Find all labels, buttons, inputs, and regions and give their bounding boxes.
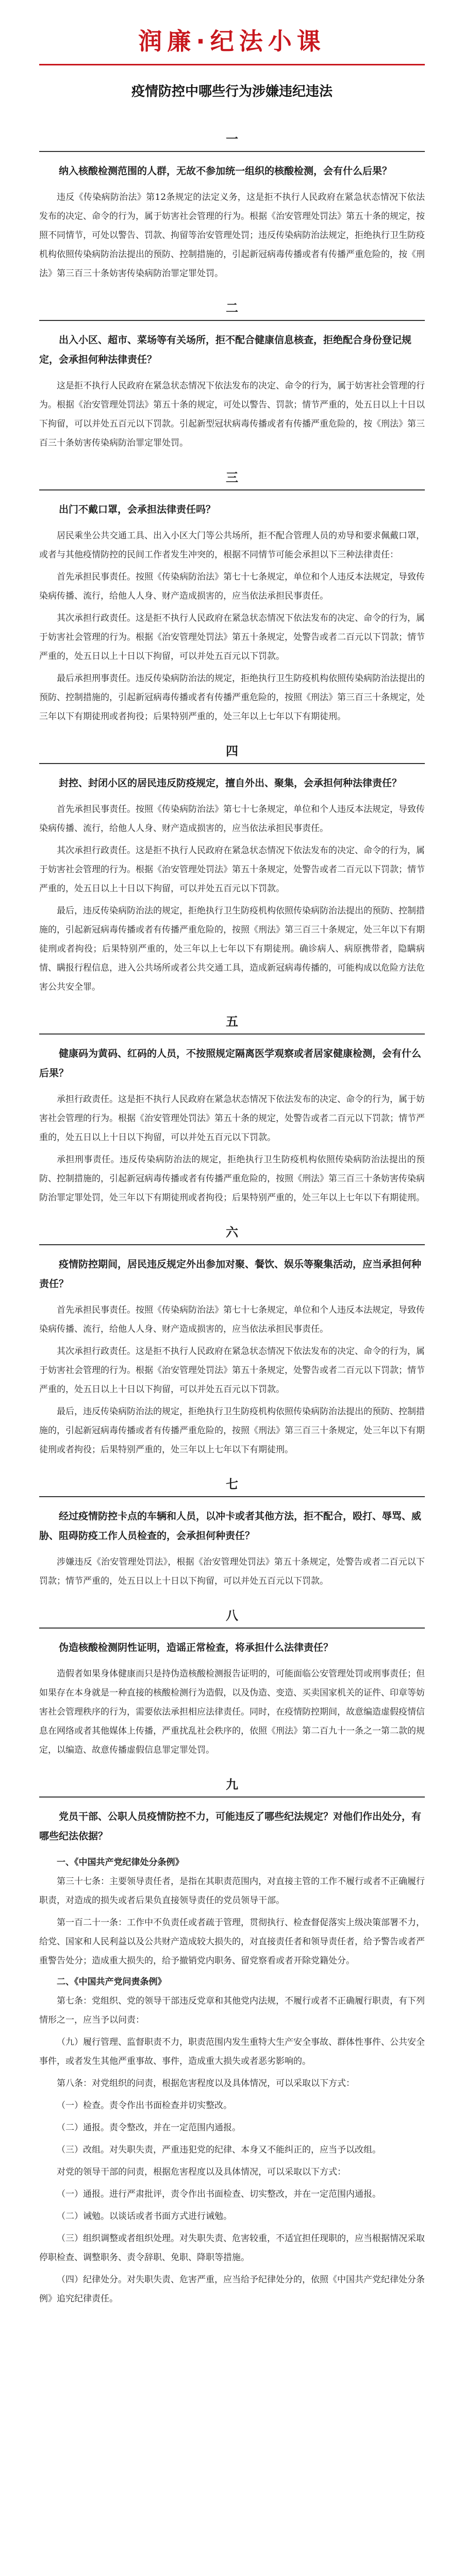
- section-divider: [39, 489, 425, 490]
- answer-paragraph: 其次承担行政责任。这是拒不执行人民政府在紧急状态情况下依法发布的决定、命令的行为，属于妨害社会管理的行为。根据《治安管理处罚法》第五十条规定，处警告或者二百元以下罚款；情节严重的，处五日以上十日以下拘留，可以并处五百元以下罚款。: [39, 613, 425, 662]
- answer-paragraph: （九）履行管理、监督职责不力，职责范围内发生重特大生产安全事故、群体性事件、公共安全事件，或者发生其他严重事故、事件，造成重大损失或者恶劣影响的。: [39, 2037, 425, 2066]
- answer-paragraph: （一）检查。责令作出书面检查并切实整改。: [57, 2100, 232, 2111]
- answer-paragraph: 涉嫌违反《治安管理处罚法》，根据《治安管理处罚法》第五十条规定，处警告或者二百元以下罚款；情节严重的，处五日以上十日以下拘留，可以并处五百元以下罚款。: [39, 1557, 425, 1586]
- answer-paragraph: 居民乘坐公共交通工具、出入小区大门等公共场所，拒不配合管理人员的劝导和要求佩戴口罩，或者与其他疫情防控的民间工作者发生冲突的，根据不同情节可能会承担以下三种法律责任：: [39, 531, 425, 560]
- section-number: 四: [226, 744, 238, 758]
- section-number: 六: [226, 1225, 238, 1240]
- section-divider: [39, 151, 425, 152]
- qa-section: [39, 129, 425, 283]
- section-number: 三: [226, 470, 238, 485]
- answer-paragraph: （三）组织调整或者组织处理。对失职失责、危害较重，不适宜担任现职的，应当根据情况采取停职检查、调整职务、责令辞职、免职、降职等措施。: [39, 2233, 425, 2263]
- answer-paragraph: 其次承担行政责任。这是拒不执行人民政府在紧急状态情况下依法发布的决定、命令的行为，属于妨害社会管理的行为。根据《治安管理处罚法》第五十条规定，处警告或者二百元以下罚款；情节严重的，处五日以上十日以下拘留，可以并处五百元以下罚款。: [39, 845, 425, 894]
- section-number: 八: [226, 1608, 238, 1623]
- section-divider: [39, 320, 425, 321]
- answer-paragraph: （四）纪律处分。对失职失责、危害严重，应当给予纪律处分的，依照《中国共产党纪律处分条例》追究纪律责任。: [39, 2275, 425, 2304]
- section-number: 五: [226, 1014, 238, 1029]
- qa-section: [39, 1222, 425, 1460]
- section-question: 健康码为黄码、红码的人员，不按照规定隔离医学观察或者居家健康检测，会有什么后果？: [39, 1048, 422, 1079]
- sub-heading: 一、《中国共产党纪律处分条例》: [57, 1857, 184, 1868]
- section-divider: [39, 1496, 425, 1497]
- answer-paragraph: 首先承担民事责任。按照《传染病防治法》第七十七条规定，单位和个人违反本法规定，导致传染病传播、流行，给他人人身、财产造成损害的，应当依法承担民事责任。: [39, 1305, 425, 1334]
- answer-paragraph: 第三十七条：主要领导责任者，是指在其职责范围内，对直接主管的工作不履行或者不正确履行职责，对造成的损失或者后果负直接领导责任的党员领导干部。: [39, 1876, 425, 1906]
- answer-paragraph: 违反《传染病防治法》第12条规定的法定义务，这是拒不执行人民政府在紧急状态情况下依法发布的决定、命令的行为，属于妨害社会管理的行为。根据《治安管理处罚法》第五十条的规定，按照不同情节，可处以警告、罚款、拘留等治安管理处罚；违反传染病防治法规定，拒绝执行卫生防疫机构依照传染病防治法提出的预防、控制措施的，引起新冠病毒传播或者有传播严重危险的，按《刑法》第三百三十条妨害传染病防治罪定罪处罚。: [39, 192, 425, 279]
- sub-heading: 二、《中国共产党问责条例》: [57, 1977, 167, 1987]
- section-question: 出入小区、超市、菜场等有关场所，拒不配合健康信息核查，拒绝配合身份登记规定，会承担何种法律责任？: [39, 334, 412, 365]
- section-divider: [39, 1628, 425, 1629]
- qa-section: [39, 1605, 425, 1760]
- section-question: 出门不戴口罩，会承担法律责任吗？: [59, 504, 216, 515]
- answer-paragraph: 首先承担民事责任。按照《传染病防治法》第七十七条规定，单位和个人违反本法规定，导致传染病传播、流行，给他人人身、财产造成损害的，应当依法承担民事责任。: [39, 804, 425, 834]
- answer-paragraph: 第八条：对党组织的问责，根据危害程度以及具体情况，可以采取以下方式：: [57, 2078, 355, 2089]
- qa-section: [39, 741, 425, 997]
- answer-paragraph: 最后，违反传染病防治法的规定，拒绝执行卫生防疫机构依照传染病防治法提出的预防、控制措施的，引起新冠病毒传播或者有传播严重危险的，按照《刑法》第三百三十条规定，处三年以下有期徒刑或者拘役；后果特别严重的，处三年以上七年以下有期徒刑。确诊病人、病原携带者，隐瞒病情、瞒报行程信息，进入公共场所或者公共交通工具，造成新冠病毒传播的，可能构成以危险方法危害公共安全罪。: [39, 906, 425, 992]
- answer-paragraph: （二）通报。责令整改，并在一定范围内通报。: [57, 2123, 241, 2133]
- answer-paragraph: 最后，违反传染病防治法的规定，拒绝执行卫生防疫机构依照传染病防治法提出的预防、控制措施的，引起新冠病毒传播或者有传播严重危险的，按照《刑法》第三百三十条规定，处三年以下有期徒刑或者拘役；后果特别严重的，处三年以上七年以下有期徒刑。: [39, 1406, 425, 1455]
- section-divider: [39, 1797, 425, 1798]
- answer-paragraph: 承担行政责任。这是拒不执行人民政府在紧急状态情况下依法发布的决定、命令的行为，属于妨害社会管理的行为。根据《治安管理处罚法》第五十条的规定，处警告或者二百元以下罚款；情节严重的，处五日以上十日以下拘留，可以并处五百元以下罚款。: [39, 1094, 425, 1143]
- column-brand-title: 润廉·纪法小课: [138, 27, 326, 55]
- answer-paragraph: （二）诫勉。以谈话或者书面方式进行诫勉。: [57, 2211, 232, 2222]
- answer-paragraph: 对党的领导干部的问责，根据危害程度以及具体情况，可以采取以下方式：: [57, 2167, 346, 2177]
- section-number: 七: [226, 1477, 238, 1492]
- section-question: 封控、封闭小区的居民违反防疫规定，擅自外出、聚集，会承担何种法律责任？: [59, 777, 402, 789]
- article-title: 疫情防控中哪些行为涉嫌违纪违法: [131, 84, 333, 99]
- answer-paragraph: 最后承担刑事责任。违反传染病防治法的规定，拒绝执行卫生防疫机构依照传染病防治法提出的预防、控制措施的，引起新冠病毒传播或者有传播严重危险的，按照《刑法》第三百三十条规定，处三年以下有期徒刑或者拘役；后果特别严重的，处三年以上七年以下有期徒刑。: [39, 673, 425, 722]
- answer-paragraph: 第七条：党组织、党的领导干部违反党章和其他党内法规，不履行或者不正确履行职责，有下列情形之一，应当予以问责：: [39, 1996, 425, 2025]
- section-number: 二: [226, 301, 238, 315]
- section-question: 疫情防控期间，居民违反规定外出参加对聚、餐饮、娱乐等聚集活动，应当承担何种责任？: [39, 1259, 422, 1290]
- answer-paragraph: 第一百二十一条：工作中不负责任或者疏于管理，贯彻执行、检查督促落实上级决策部署不力，给党、国家和人民利益以及公共财产造成较大损失的，对直接责任者和领导责任者，给予警告或者严重警告处分；造成重大损失的，给予撤销党内职务、留党察看或者开除党籍处分。: [39, 1918, 425, 1966]
- section-question: 经过疫情防控卡点的车辆和人员，以冲卡或者其他方法，拒不配合，殴打、辱骂、威胁、阻碍防疫工作人员检查的，会承担何种责任？: [39, 1511, 422, 1541]
- section-question: 纳入核酸检测范围的人群，无故不参加统一组织的核酸检测，会有什么后果？: [59, 165, 392, 177]
- brand-divider: [39, 64, 425, 65]
- article-body: [39, 129, 425, 2309]
- answer-paragraph: 首先承担民事责任。按照《传染病防治法》第七十七条规定，单位和个人违反本法规定，导致传染病传播、流行，给他人人身、财产造成损害的，应当依法承担民事责任。: [39, 572, 425, 601]
- section-divider: [39, 1244, 425, 1245]
- section-number: 九: [226, 1777, 238, 1792]
- qa-section: [39, 467, 425, 726]
- answer-paragraph: 承担刑事责任。违反传染病防治法的规定，拒绝执行卫生防疫机构依照传染病防治法提出的预防、控制措施的，引起新冠病毒传播或者有传播严重危险的，按照《刑法》第三百三十条妨害传染病防治罪定罪处罚，处三年以下有期徒刑或者拘役；后果特别严重的，处三年以上七年以下有期徒刑。: [39, 1155, 425, 1203]
- qa-section: [39, 298, 425, 453]
- answer-paragraph: 造假者如果身体健康而只是持伪造核酸检测报告证明的，可能面临公安管理处罚或刑事责任；但如果存在本身就是一种直接的核酸检测行为造假，以及伪造、变造、买卖国家机关的证件、印章等妨害社会管理秩序的行为，需要依法承担相应法律责任。同时，在疫情防控期间，故意编造虚假疫情信息在网络或者其他媒体上传播，严重扰乱社会秩序的，依照《刑法》第二百九十一条之一第二款的规定，以编造、故意传播虚假信息罪定罪处罚。: [39, 1669, 425, 1755]
- qa-section: [39, 1774, 425, 2309]
- section-question: 伪造核酸检测阴性证明，造谣正常检查，将承担什么法律责任？: [59, 1642, 334, 1653]
- section-divider: [39, 763, 425, 764]
- qa-section: [39, 1011, 425, 1208]
- section-number: 一: [226, 132, 238, 146]
- answer-paragraph: 其次承担行政责任。这是拒不执行人民政府在紧急状态情况下依法发布的决定、命令的行为，属于妨害社会管理的行为。根据《治安管理处罚法》第五十条规定，处警告或者二百元以下罚款；情节严重的，处五日以上十日以下拘留，可以并处五百元以下罚款。: [39, 1346, 425, 1395]
- section-divider: [39, 1033, 425, 1035]
- answer-paragraph: 这是拒不执行人民政府在紧急状态情况下依法发布的决定、命令的行为，属于妨害社会管理的行为。根据《治安管理处罚法》第五十条的规定，可处以警告、罚款；情节严重的，处五日以上十日以下拘留，可以并处五百元以下罚款。引起新型冠状病毒传播或者有传播严重危险的，按《刑法》第三百三十条妨害传染病防治罪定罪处罚。: [39, 381, 425, 448]
- qa-section: [39, 1474, 425, 1591]
- answer-paragraph: （三）改组。对失职失责，严重违犯党的纪律、本身又不能纠正的，应当予以改组。: [57, 2145, 381, 2155]
- section-question: 党员干部、公职人员疫情防控不力，可能违反了哪些纪法规定？对他们作出处分，有哪些纪法依据？: [39, 1811, 422, 1842]
- answer-paragraph: （一）通报。进行严肃批评，责令作出书面检查、切实整改，并在一定范围内通报。: [57, 2189, 381, 2199]
